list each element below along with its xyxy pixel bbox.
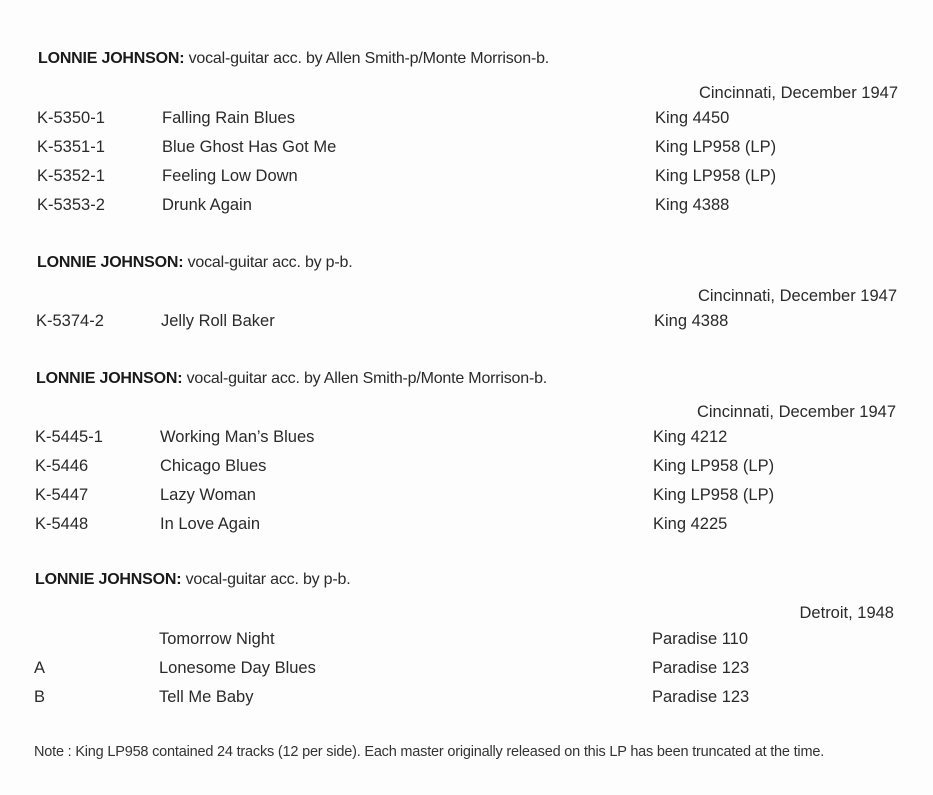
track-row	[0, 515, 933, 544]
matrix-number: K-5353-2	[37, 196, 105, 214]
issue-number: King 4388	[654, 312, 729, 330]
track-title: Jelly Roll Baker	[161, 312, 275, 330]
session-heading	[37, 254, 352, 272]
track-row	[0, 630, 933, 659]
issue-number: Paradise 110	[652, 630, 749, 648]
track-row	[0, 109, 933, 138]
issue-number: Paradise 123	[652, 659, 750, 677]
issue-number: King LP958 (LP)	[653, 457, 775, 475]
matrix-number: K-5445-1	[35, 428, 103, 446]
matrix-number: A	[34, 659, 46, 677]
matrix-number: K-5448	[35, 515, 89, 533]
place-date: Cincinnati, December 1947	[697, 287, 897, 305]
track-row	[0, 138, 933, 167]
artist-name: LONNIE JOHNSON:	[35, 571, 182, 588]
issue-number: Paradise 123	[652, 688, 750, 706]
issue-number: King 4388	[655, 196, 730, 214]
matrix-number: K-5351-1	[37, 138, 105, 156]
track-title: Chicago Blues	[160, 457, 267, 475]
matrix-number: K-5374-2	[36, 312, 104, 330]
track-title: Drunk Again	[162, 196, 252, 214]
issue-number: King LP958 (LP)	[655, 138, 777, 156]
place-date: Cincinnati, December 1947	[698, 84, 898, 102]
accompaniment: vocal-guitar acc. by Allen Smith-p/Monte Morrison-b.	[182, 370, 548, 387]
track-row	[0, 428, 933, 457]
artist-name: LONNIE JOHNSON:	[36, 370, 183, 387]
track-row	[0, 167, 933, 196]
artist-name: LONNIE JOHNSON:	[37, 254, 184, 271]
track-title: Falling Rain Blues	[162, 109, 295, 127]
accompaniment: vocal-guitar acc. by Allen Smith-p/Monte Morrison-b.	[184, 50, 550, 67]
matrix-number: K-5350-1	[37, 109, 105, 127]
session-heading	[38, 50, 549, 68]
track-title: Working Man’s Blues	[160, 428, 315, 446]
track-row	[0, 312, 933, 341]
matrix-number: K-5447	[35, 486, 89, 504]
track-title: In Love Again	[160, 515, 260, 533]
track-row	[0, 196, 933, 225]
track-title: Tomorrow Night	[159, 630, 275, 648]
matrix-number: K-5352-1	[37, 167, 105, 185]
track-title: Tell Me Baby	[159, 688, 254, 706]
session-heading	[36, 370, 547, 388]
track-title: Feeling Low Down	[162, 167, 298, 185]
accompaniment: vocal-guitar acc. by p-b.	[181, 571, 351, 588]
accompaniment: vocal-guitar acc. by p-b.	[183, 254, 353, 271]
place-date: Cincinnati, December 1947	[696, 403, 896, 421]
track-title: Lazy Woman	[160, 486, 256, 504]
footnote: Note : King LP958 contained 24 tracks (12 per side). Each master originally released on this LP has been truncated at the time.	[34, 744, 825, 760]
artist-name: LONNIE JOHNSON:	[38, 50, 185, 67]
matrix-number: B	[34, 688, 46, 706]
track-row	[0, 688, 933, 717]
issue-number: King 4225	[653, 515, 728, 533]
matrix-number: K-5446	[35, 457, 89, 475]
track-row	[0, 457, 933, 486]
issue-number: King 4450	[655, 109, 730, 127]
session-heading	[35, 571, 350, 589]
track-title: Lonesome Day Blues	[159, 659, 316, 677]
place-date: Detroit, 1948	[799, 604, 894, 622]
issue-number: King 4212	[653, 428, 728, 446]
track-row	[0, 486, 933, 515]
track-title: Blue Ghost Has Got Me	[162, 138, 337, 156]
issue-number: King LP958 (LP)	[655, 167, 777, 185]
track-row	[0, 659, 933, 688]
issue-number: King LP958 (LP)	[653, 486, 775, 504]
